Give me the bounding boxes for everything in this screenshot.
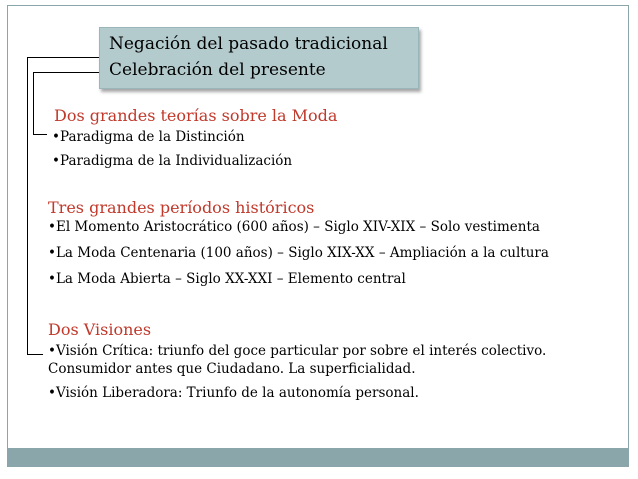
connector-line [27,57,99,58]
bullet-item: •Visión Crítica: triunfo del goce particular por sobre el interés colectivo. [48,343,547,359]
connector-line [27,354,43,355]
section-title-periodos: Tres grandes períodos históricos [48,198,315,217]
bullet-item: •Paradigma de la Individualización [52,153,293,169]
bullet-item: •Visión Liberadora: Triunfo de la autonomía personal. [48,385,419,401]
connector-line [33,134,47,135]
connector-line [33,72,99,73]
connector-line [33,72,34,134]
header-box [99,27,419,89]
footer-bar [7,448,629,467]
header-line-1: Negación del pasado tradicional [109,34,388,54]
bullet-item: •La Moda Centenaria (100 años) – Siglo XIX-XX – Ampliación a la cultura [48,245,549,261]
bullet-item: •El Momento Aristocrático (600 años) – Siglo XIV-XIX – Solo vestimenta [48,219,540,235]
header-line-2: Celebración del presente [109,60,326,80]
connector-line [27,57,28,354]
bullet-item: •La Moda Abierta – Siglo XX-XXI – Elemento central [48,271,406,287]
section-title-teorias: Dos grandes teorías sobre la Moda [54,106,338,125]
bullet-item: •Paradigma de la Distinción [52,129,245,145]
bullet-item: Consumidor antes que Ciudadano. La superficialidad. [48,361,416,377]
section-title-visiones: Dos Visiones [48,320,152,339]
